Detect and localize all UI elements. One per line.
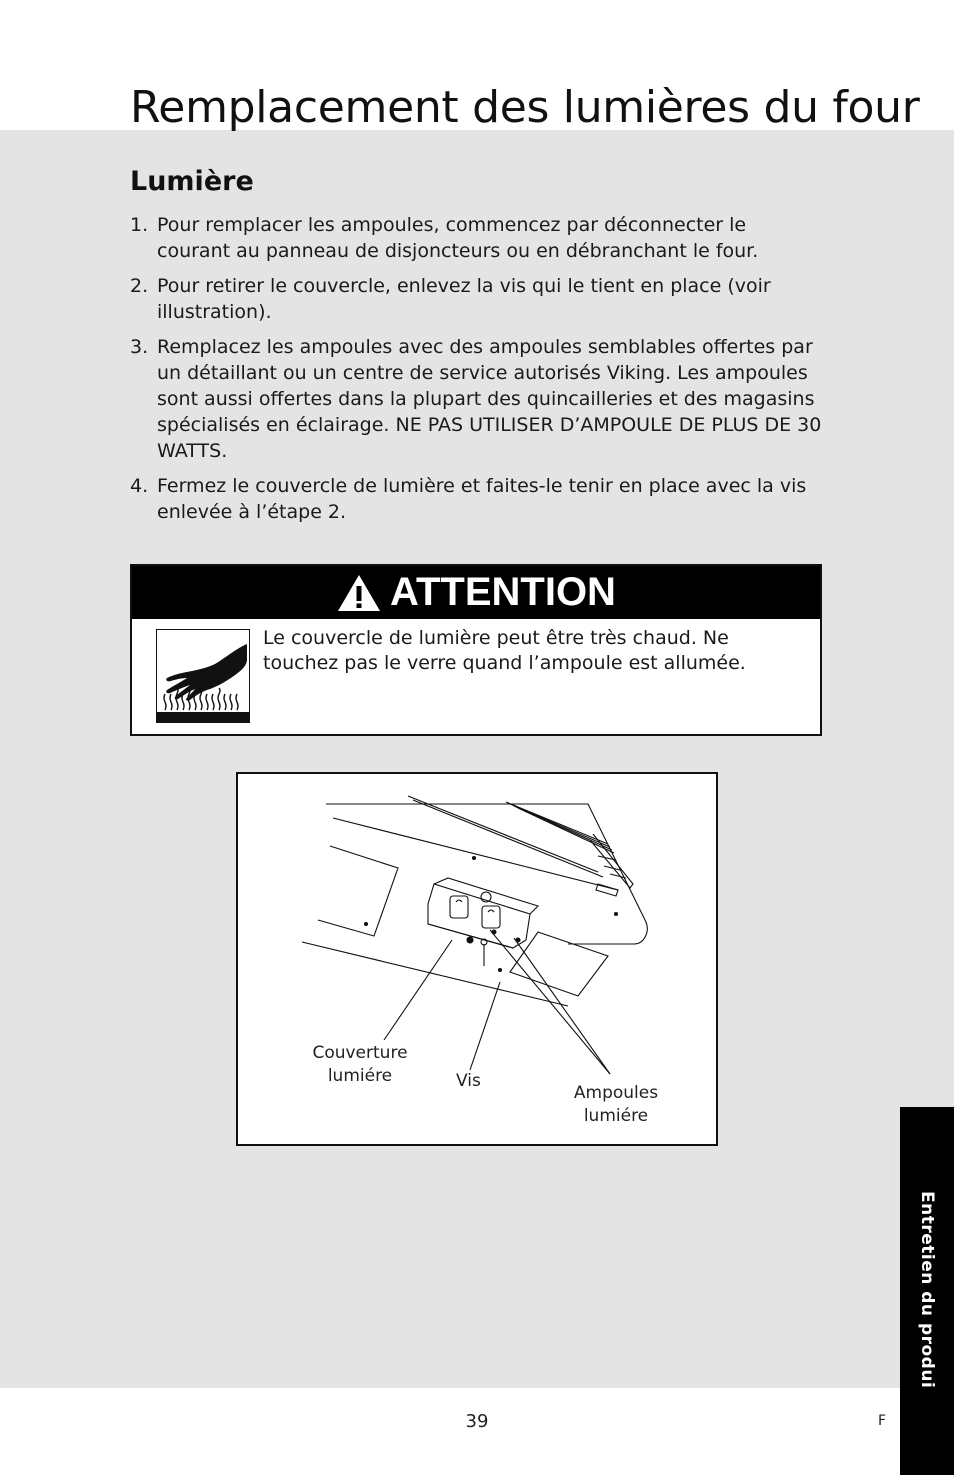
- label-cover: Couverture lumiére: [312, 1043, 408, 1086]
- step-number: 3.: [130, 336, 149, 358]
- language-code: F: [878, 1413, 887, 1429]
- step-item: [130, 212, 825, 264]
- step-text: Fermez le couvercle de lumière et faites-le tenir en place avec la vis enlevée à l’étape 2.: [157, 475, 807, 523]
- hot-surface-hand-icon: [156, 629, 250, 723]
- caution-header-label: ATTENTION: [390, 570, 616, 614]
- caution-box: [130, 564, 822, 736]
- caution-text: Le couvercle de lumière peut être très chaud. Ne touchez pas le verre quand l’ampoule est allumée.: [263, 627, 746, 674]
- warning-triangle-icon: [336, 573, 382, 613]
- step-item: [130, 473, 825, 525]
- step-text: Pour remplacer les ampoules, commencez par déconnecter le courant au panneau de disjoncteurs ou en débranchant le four.: [157, 214, 759, 262]
- caution-header: [132, 566, 820, 619]
- step-item: [130, 273, 825, 325]
- step-number: 2.: [130, 275, 149, 297]
- step-number: 1.: [130, 214, 149, 236]
- page-number: 39: [465, 1411, 489, 1432]
- oven-light-illustration: [236, 772, 718, 1146]
- step-text: Pour retirer le couvercle, enlevez la vis qui le tient en place (voir illustration).: [157, 275, 771, 323]
- instruction-steps: [130, 212, 825, 534]
- step-item: [130, 334, 825, 464]
- step-text: Remplacez les ampoules avec des ampoules semblables offertes par un détaillant ou un centre de service autorisés Viking. Les ampoules sont aussi offertes dans la plupart des quincailleries et des magasins spécialisés en éclairage. NE PAS UTILISER D’AMPOULE DE PLUS DE 30 WATTS.: [157, 336, 822, 462]
- label-bulbs: Ampoules lumiére: [573, 1083, 659, 1126]
- page-title: Remplacement des lumières du four: [130, 82, 920, 133]
- step-number: 4.: [130, 475, 149, 497]
- section-heading: Lumière: [130, 166, 254, 197]
- side-tab-label: Entretien du produi: [917, 1191, 937, 1389]
- label-screw: Vis: [456, 1071, 481, 1091]
